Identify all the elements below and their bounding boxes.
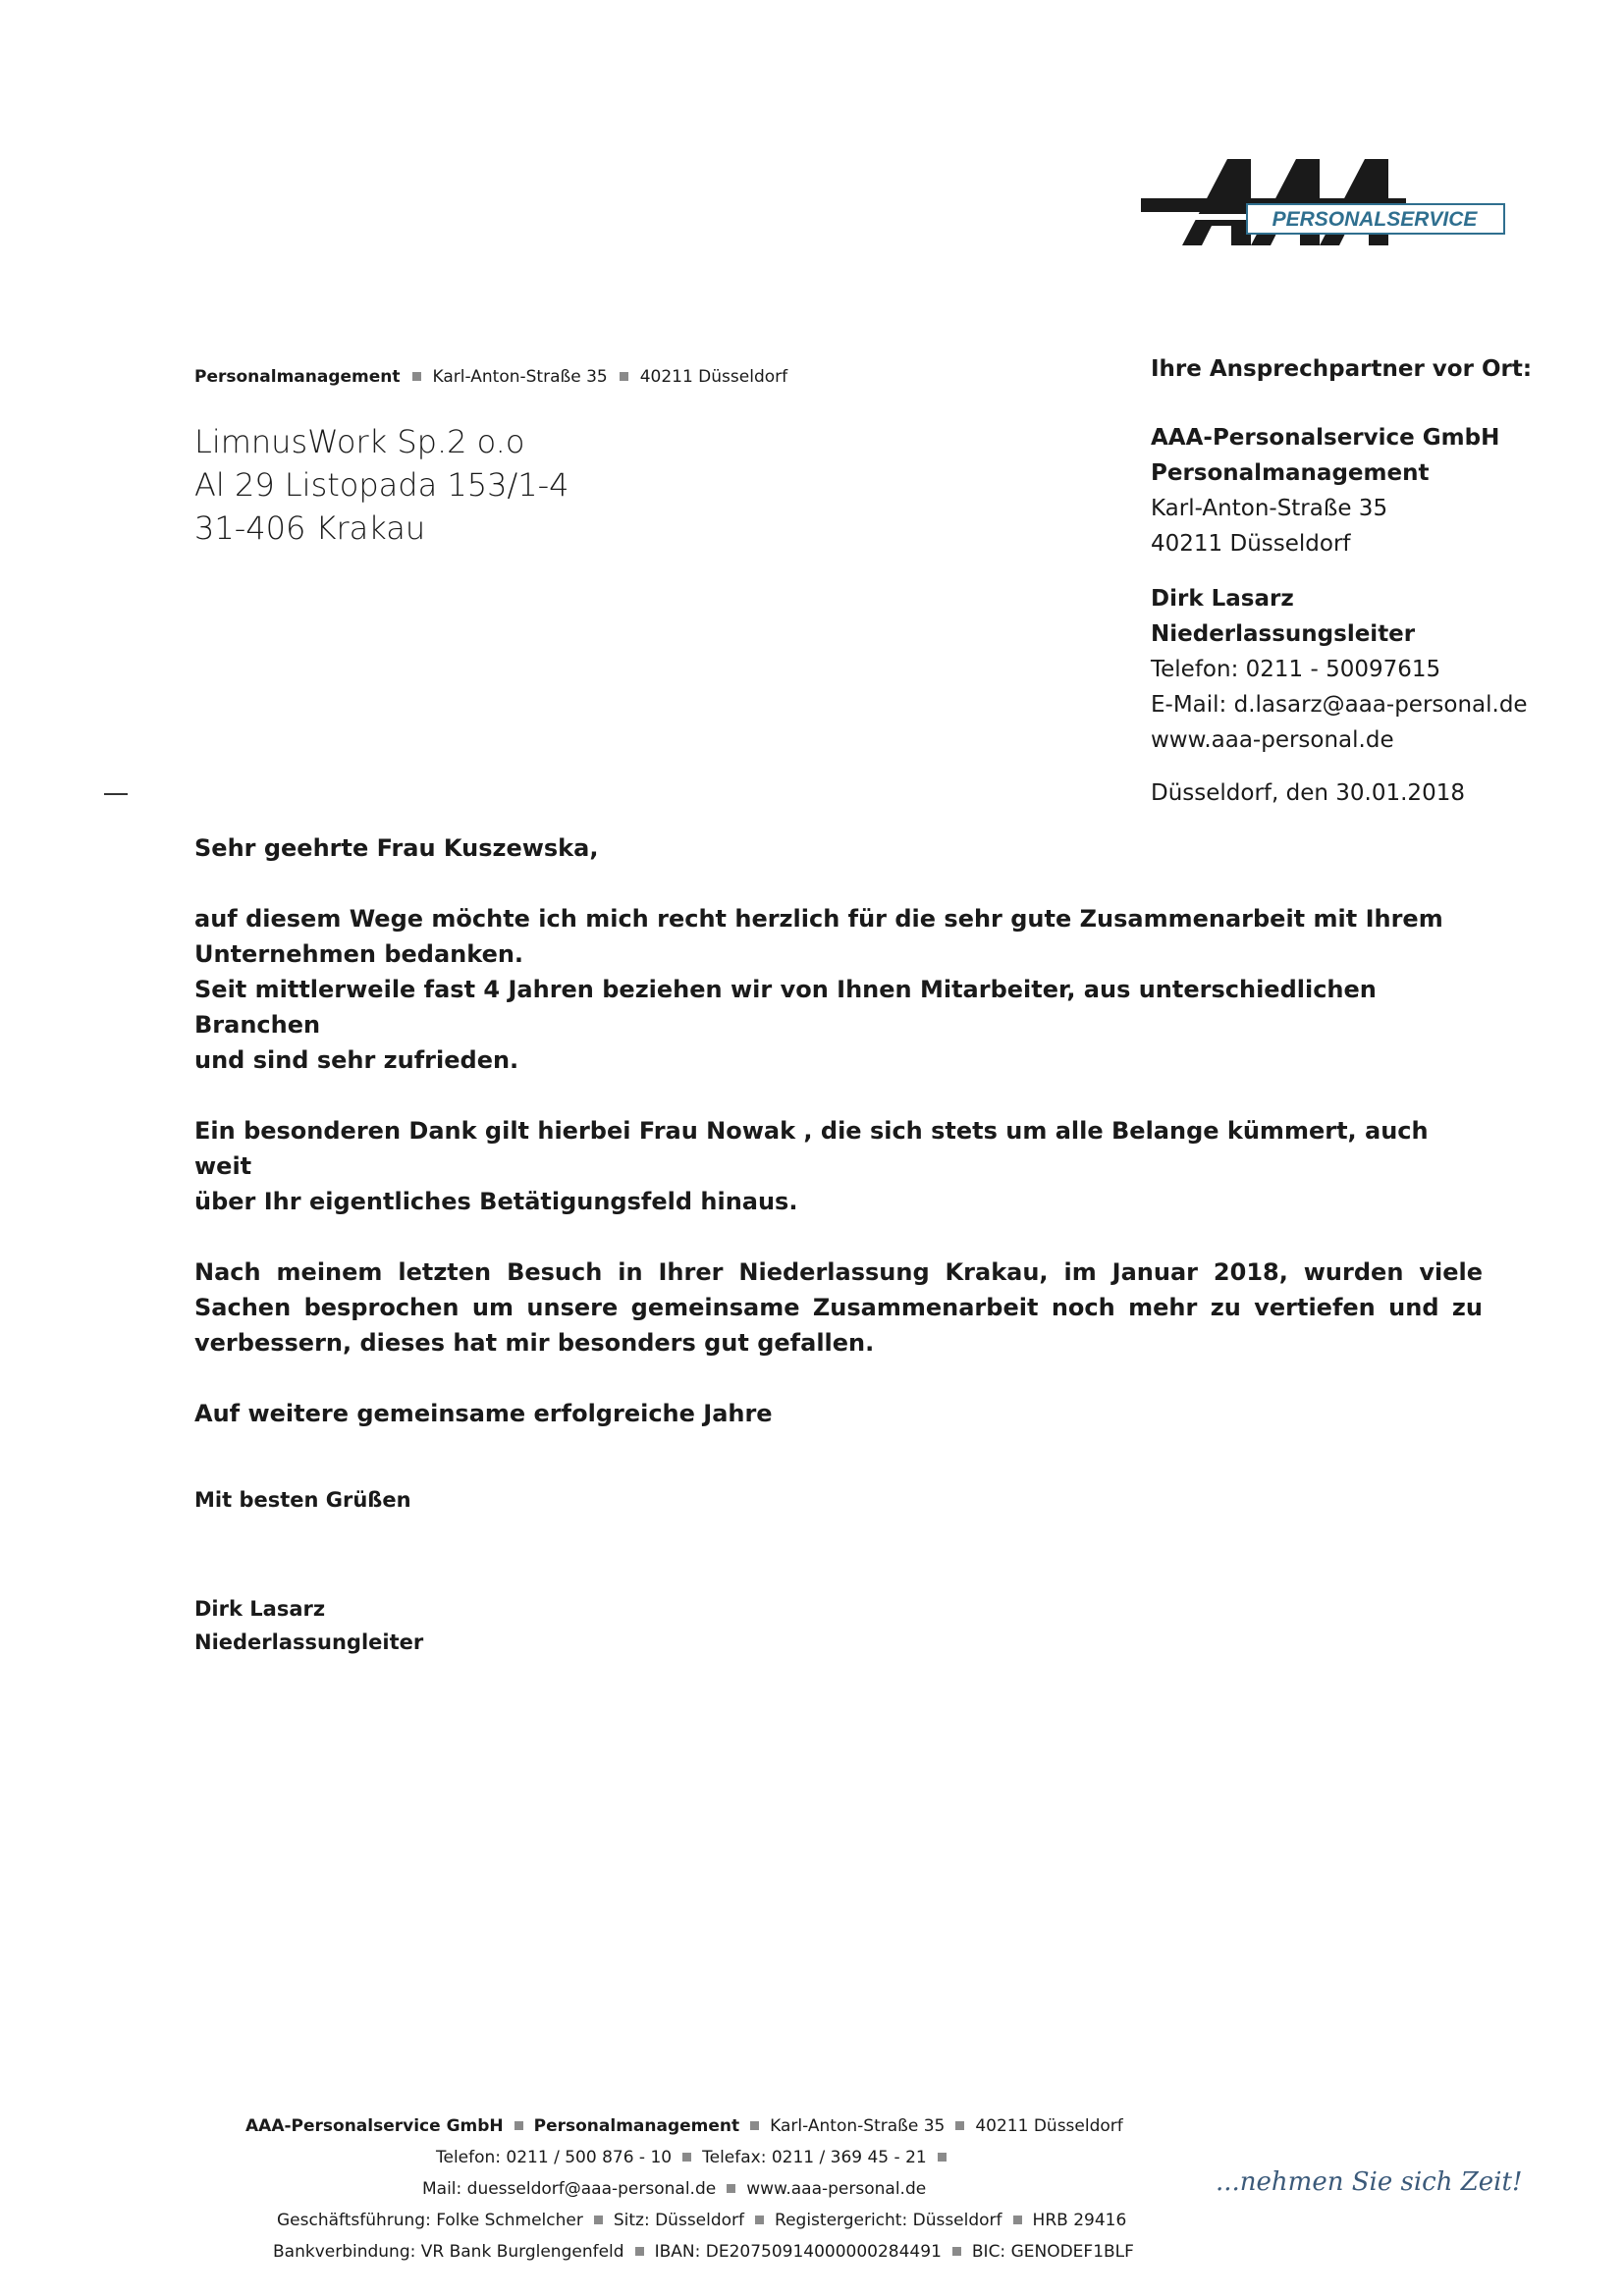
separator-square-icon [682,2153,691,2162]
contact-block [1151,351,1602,811]
recipient-line: LimnusWork Sp.2 o.o [194,423,525,460]
sender-line [194,367,787,387]
separator-square-icon [727,2184,735,2193]
separator-square-icon [514,2121,523,2130]
footer-line-address [245,2110,1123,2142]
paragraph-line: Unternehmen bedanken. [194,940,524,968]
sender-street: Karl-Anton-Straße 35 [432,367,608,387]
separator-square-icon [1013,2216,1022,2224]
paragraph-4: Auf weitere gemeinsame erfolgreiche Jahre [194,1400,773,1427]
paragraph-2 [194,1113,1483,1219]
signature-block [194,1592,1483,1659]
footer-city: 40211 Düsseldorf [975,2116,1123,2136]
paragraph-line: und sind sehr zufrieden. [194,1046,519,1074]
paragraph-1 [194,901,1483,1078]
separator-square-icon [594,2216,603,2224]
footer-fax: Telefax: 0211 / 369 45 - 21 [702,2148,927,2167]
footer-web[interactable]: www.aaa-personal.de [746,2179,927,2199]
separator-square-icon [955,2121,964,2130]
footer-hrb: HRB 29416 [1032,2211,1127,2230]
slogan: ...nehmen Sie sich Zeit! [1216,2167,1523,2197]
signer-name: Dirk Lasarz [194,1597,326,1621]
footer-iban: IBAN: DE20750914000000284491 [654,2242,942,2262]
separator-square-icon [620,372,628,381]
recipient-line: 31-406 Krakau [194,509,426,547]
contact-company: AAA-Personalservice GmbH [1151,425,1500,451]
footer-bank: Bankverbindung: VR Bank Burglengenfeld [273,2242,624,2262]
contact-street: Karl-Anton-Straße 35 [1151,496,1388,521]
footer-dept: Personalmanagement [533,2116,740,2136]
footer-phone: Telefon: 0211 / 500 876 - 10 [436,2148,673,2167]
signer-role: Niederlassungleiter [194,1630,424,1654]
footer-bic: BIC: GENODEF1BLF [971,2242,1134,2262]
footer-line-mail [422,2173,926,2205]
separator-square-icon [750,2121,759,2130]
fold-mark [104,793,128,795]
salutation: Sehr geehrte Frau Kuszewska, [194,834,599,862]
contact-heading: Ihre Ansprechpartner vor Ort: [1151,356,1533,382]
recipient-line: Al 29 Listopada 153/1-4 [194,466,569,504]
contact-person: Dirk Lasarz [1151,586,1294,612]
contact-role: Niederlassungsleiter [1151,621,1416,647]
contact-city: 40211 Düsseldorf [1151,531,1351,557]
separator-square-icon [938,2153,947,2162]
separator-square-icon [952,2247,961,2256]
footer-line-bank [273,2236,1134,2268]
footer-management: Geschäftsführung: Folke Schmelcher [277,2211,583,2230]
paragraph-line: auf diesem Wege möchte ich mich recht herzlich für die sehr gute Zusammenarbeit mit Ihrem [194,905,1443,933]
paragraph-line: Ein besonderen Dank gilt hierbei Frau Nowak , die sich stets um alle Belange kümmert, auch weit [194,1117,1429,1180]
sender-city: 40211 Düsseldorf [639,367,788,387]
closing: Mit besten Grüßen [194,1488,411,1512]
contact-phone: Telefon: 0211 - 50097615 [1151,657,1441,682]
paragraph-line: über Ihr eigentliches Betätigungsfeld hinaus. [194,1188,798,1215]
contact-website[interactable]: www.aaa-personal.de [1151,727,1394,753]
contact-dept: Personalmanagement [1151,460,1430,486]
letter-date: Düsseldorf, den 30.01.2018 [1151,780,1465,806]
separator-square-icon [412,372,421,381]
sender-dept: Personalmanagement [194,367,401,387]
footer-line-legal [277,2205,1126,2236]
company-logo [1141,155,1506,253]
logo-wordmark: PERSONALSERVICE [1272,208,1478,231]
footer-street: Karl-Anton-Straße 35 [770,2116,946,2136]
letter-body [194,830,1483,1659]
contact-email[interactable]: E-Mail: d.lasarz@aaa-personal.de [1151,692,1528,718]
footer-register: Registergericht: Düsseldorf [775,2211,1002,2230]
separator-square-icon [635,2247,644,2256]
footer-seat: Sitz: Düsseldorf [613,2211,745,2230]
separator-square-icon [755,2216,764,2224]
recipient-address [194,420,569,550]
footer-mail[interactable]: Mail: duesseldorf@aaa-personal.de [422,2179,717,2199]
footer-company: AAA-Personalservice GmbH [245,2116,504,2136]
paragraph-3: Nach meinem letzten Besuch in Ihrer Niederlassung Krakau, im Januar 2018, wurden viele Sachen besprochen um unsere gemeinsame Zusammenarbeit noch mehr zu vertiefen und zu verbessern, dieses hat mir besonders gut gefallen. [194,1258,1483,1357]
footer-line-phone [436,2142,957,2173]
paragraph-line: Seit mittlerweile fast 4 Jahren beziehen wir von Ihnen Mitarbeiter, aus unterschiedlichen Branchen [194,976,1377,1039]
